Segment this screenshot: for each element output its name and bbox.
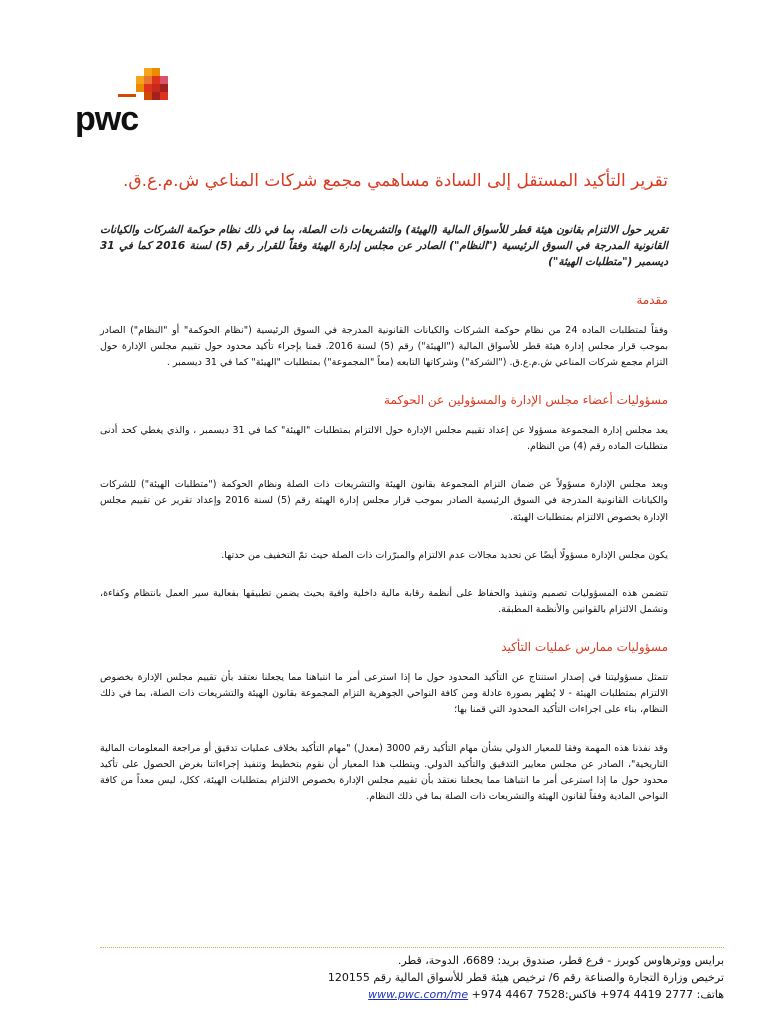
paragraph: تتضمن هذه المسؤوليات تصميم وتنفيذ والحفاظ على أنظمة رقابة مالية داخلية وافية بحيث يضمن تطبيقها بفعالية سير العمل بانتظام وكفاءة، وتشمل الالتزام بالقوانين والأنظمة المطبقة. (100, 587, 668, 615)
section-heading: مسؤوليات أعضاء مجلس الإدارة والمسؤولين عن الحوكمة (384, 393, 668, 408)
footer-contact (100, 986, 724, 1003)
section-board-responsibilities (100, 393, 668, 618)
paragraph: يعد مجلس إدارة المجموعة مسؤولا عن إعداد تقييم مجلس الإدارة حول الالتزام بمتطلبات "الهيئة" كما في 31 ديسمبر ، والذي يغطي كحد أدنى متطلبات الماده رقم (4) من النظام. (100, 425, 668, 453)
section-practitioner-responsibilities (100, 640, 668, 805)
footer-address: برايس ووترهاوس كوبرز - فرع قطر، صندوق بريد: 6689، الدوحة، قطر. (397, 954, 724, 967)
footer-license: ترخيص وزارة التجارة والصناعة رقم 6/ ترخيص هيئة قطر للأسواق المالية رقم 120155 (327, 971, 724, 985)
footer-website-link[interactable]: www.pwc.com/me (368, 988, 469, 1002)
paragraph: ويعد مجلس الإدارة مسؤولاً عن ضمان التزام المجموعة بقانون الهيئة والتشريعات ذات الصلة ونظام الحوكمة ("متطلبات الهيئة") للشركات والكيانات القانونية المدرجة في السوق الرئيسية الصادر بموجب قرار مجلس إدارة الهيئة رقم (5) لسنة 2016 وإعداد تقرير عن تقييم مجلس الإدارة بخصوص الالتزام بمتطلبات الهيئة. (100, 479, 669, 523)
paragraph: يكون مجلس الإدارة مسؤولًا أيضًا عن تحديد مجالات عدم الالتزام والمبرّرات ذات الصلة حيث تمّ التخفيف من حدتها. (221, 549, 668, 561)
report-title: تقرير التأكيد المستقل إلى السادة مساهمي مجمع شركات المناعي ش.م.ع.ق. (123, 171, 668, 191)
report-body (100, 160, 668, 827)
paragraph: وقد نفذنا هذه المهمة وفقا للمعيار الدولي بشأن مهام التأكيد رقم 3000 (معدل) "مهام التأكيد بخلاف عمليات تدقيق أو مراجعة المعلومات المالية التاريخية"، الصادر عن مجلس معايير التدقيق والتأكيد الدولي. ويتطلب هذا المعيار أن نقوم بتخطيط وتنفيذ إجراءاتنا بغرض الحصول على تأكيد محدود حول ما إذا استرعى أمر ما انتباهنا مما يجعلنا نعتقد بأن تقييم مجلس الإدارة بخصوص الالتزام بمتطلبات الهيئة، ككل، ليس معداً من كافة النواحي المادية وفقاً لقانون الهيئة والتشريعات ذات الصلة بما في ذلك النظام. (100, 742, 668, 802)
section-heading: مسؤوليات ممارس عمليات التأكيد (501, 640, 668, 655)
paragraph: تتمثل مسؤوليتنا في إصدار استنتاج عن التأكيد المحدود حول ما إذا استرعى أمر ما انتباهنا مما يجعلنا نعتقد بأن تقييم مجلس الإدارة بخصوص الالتزام بمتطلبات الهيئة - لا يُظهر بصورة عادلة ومن كافة النواحي الجوهرية التزام المجموعة بقانون الهيئة والتشريعات ذات الصلة، بما في ذلك النظام، بناء على اجراءات التأكيد المحدود التي قمنا بها؛ (100, 672, 668, 716)
paragraph: وفقاً لمتطلبات الماده 24 من نظام حوكمة الشركات والكيانات القانونية المدرجة في السوق الرئيسية ("نظام الحوكمة" أو "النظام") الصادر بموجب قرار مجلس إدارة هيئة قطر للأسواق المالية ("الهيئة") رقم (5) لسنة 2016. قمنا بإجراء تأكيد محدود حول تقييم مجلس الإدارة حول التزام مجمع شركات المناعي ش.م.ع.ق. ("الشركة") وشركاتها التابعه (معاً "المجموعة") بمتطلبات "الهيئة" كما في 31 ديسمبر . (100, 324, 668, 368)
section-heading: مقدمة (636, 292, 668, 307)
footer-phone: هاتف: 2777 4419 974+ فاكس:7528 4467 974+ (471, 988, 724, 1002)
pwc-logo-text: pwc (75, 100, 139, 138)
page-footer (100, 947, 724, 1003)
section-introduction (100, 293, 668, 371)
pwc-logo (72, 62, 182, 142)
report-subtitle: تقرير حول الالتزام بقانون هيئة قطر للأسواق المالية (الهيئة) والتشريعات ذات الصلة، بما في ذلك نظام حوكمة الشركات والكيانات القانونية المدرجة في السوق الرئيسية ("النظام") الصادر عن مجلس إدارة الهيئة وفقاً للقرار رقم (5) لسنة 2016 كما في 31 ديسمبر ("متطلبات الهيئة") (100, 223, 668, 269)
